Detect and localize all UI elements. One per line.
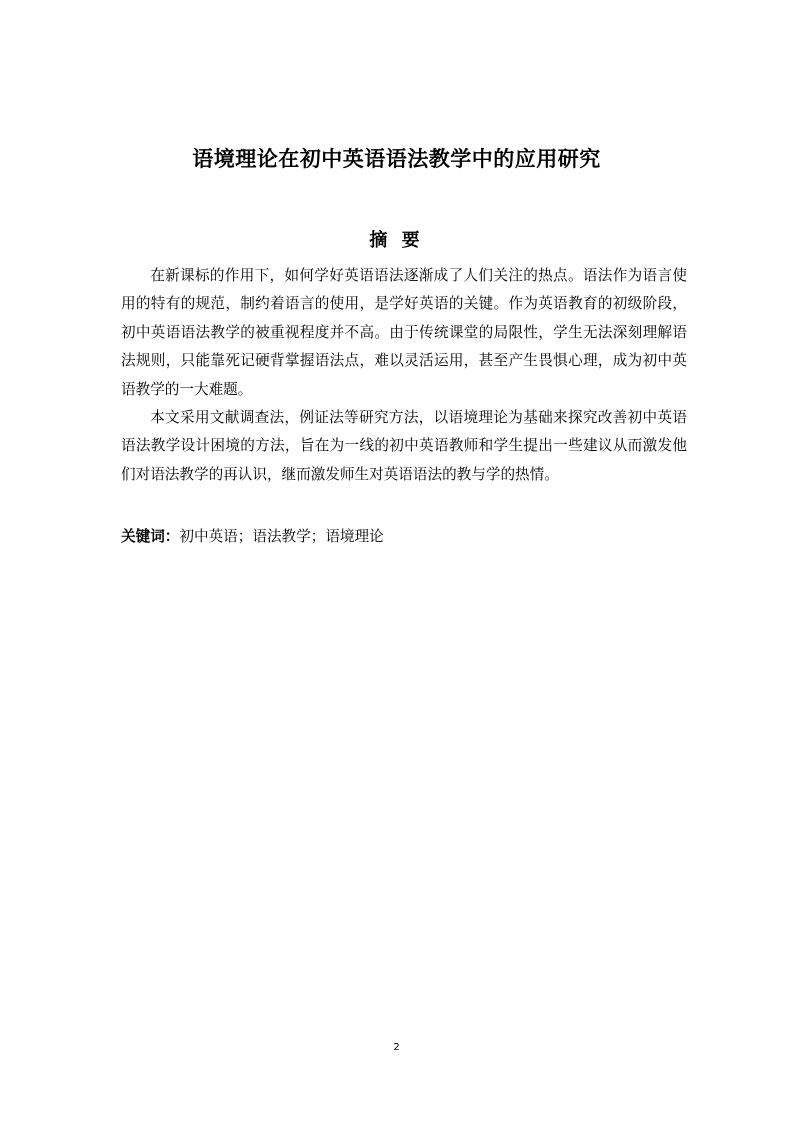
keywords-value: 初中英语；语法教学；语境理论 — [179, 528, 384, 545]
abstract-paragraph: 在新课标的作用下，如何学好英语语法逐渐成了人们关注的热点。语法作为语言使用的特有的规范，制约着语言的使用，是学好英语的关键。作为英语教育的初级阶段，初中英语语法教学的被重视程度并不高。由于传统课堂的局限性，学生无法深刻理解语法规则，只能靠死记硬背掌握语法点，难以灵活运用，甚至产生畏惧心理，成为初中英语教学的一大难题。 — [121, 267, 687, 398]
abstract-heading: 摘 要 — [369, 230, 424, 251]
abstract-paragraph: 本文采用文献调查法，例证法等研究方法，以语境理论为基础来探究改善初中英语语法教学设计困境的方法，旨在为一线的初中英语教师和学生提出一些建议从而激发他们对语法教学的再认识，继而激发师生对英语语法的教与学的热情。 — [121, 409, 687, 483]
keywords-line — [121, 523, 687, 551]
abstract-body — [121, 262, 687, 489]
keywords-label: 关键词： — [121, 528, 180, 545]
page-number: 2 — [393, 1042, 400, 1053]
document-title: 语境理论在初中英语语法教学中的应用研究 — [192, 147, 601, 171]
